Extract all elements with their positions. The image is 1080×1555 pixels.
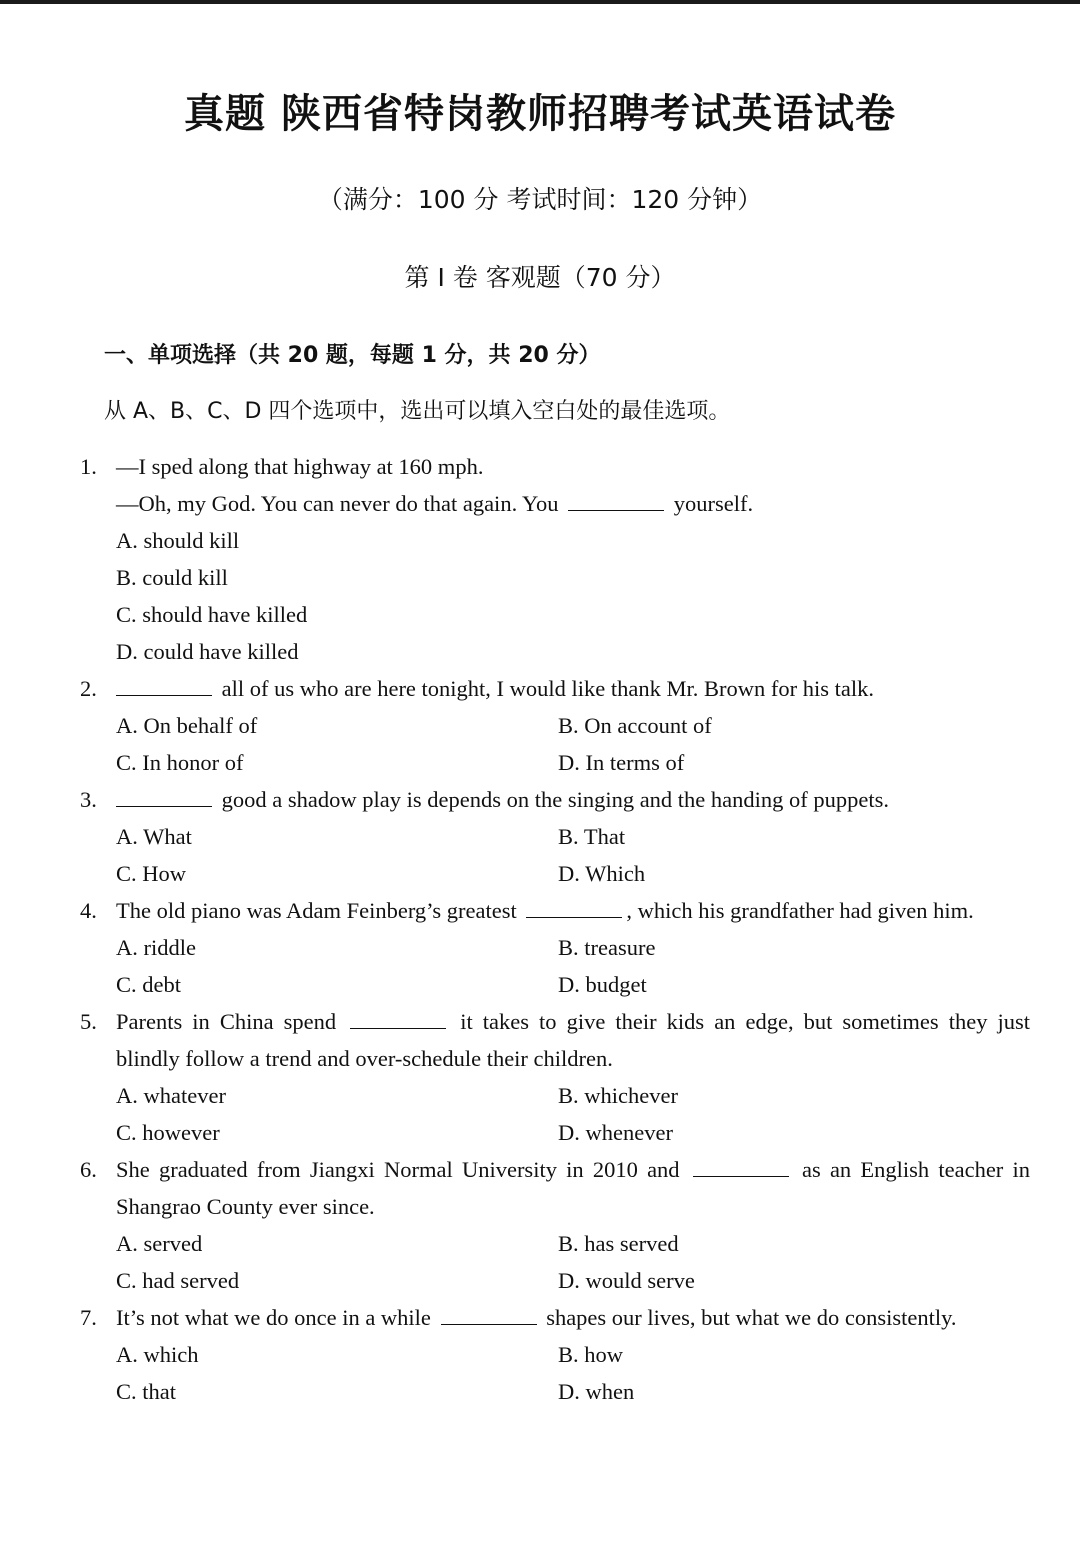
option-d: D. Which xyxy=(558,861,646,886)
question-text: The old piano was Adam Feinberg’s greatest xyxy=(116,898,517,923)
answer-blank xyxy=(116,786,212,807)
question-2 xyxy=(80,670,1030,781)
question-text: good a shadow play is depends on the singing and the handing of puppets. xyxy=(221,787,890,812)
option-d: D. would serve xyxy=(558,1268,695,1293)
option-c: C. however xyxy=(116,1120,220,1145)
question-text: She graduated from Jiangxi Normal University in 2010 and xyxy=(116,1157,680,1182)
exam-title: 真题 陕西省特岗教师招聘考试英语试卷 xyxy=(184,91,896,137)
question-6 xyxy=(80,1151,1030,1299)
answer-blank xyxy=(568,490,664,511)
answer-blank xyxy=(441,1304,537,1325)
question-text: Shangrao County ever since. xyxy=(116,1194,375,1219)
question-number: 6. xyxy=(80,1157,97,1182)
option-d: D. could have killed xyxy=(116,639,299,664)
option-c: C. debt xyxy=(116,972,181,997)
question-text: Parents in China spend xyxy=(116,1009,337,1034)
question-line: —I sped along that highway at 160 mph. xyxy=(116,454,484,479)
question-4 xyxy=(80,892,1030,1003)
question-number: 4. xyxy=(80,898,97,923)
option-b: B. On account of xyxy=(558,713,712,738)
option-b: B. how xyxy=(558,1342,624,1367)
question-text: It’s not what we do once in a while xyxy=(116,1305,431,1330)
option-a: A. On behalf of xyxy=(116,713,258,738)
question-1 xyxy=(80,448,1030,670)
part-heading: 第 Ⅰ 卷 客观题（70 分） xyxy=(404,263,676,292)
option-d: D. In terms of xyxy=(558,750,685,775)
option-c: C. In honor of xyxy=(116,750,244,775)
option-b: B. treasure xyxy=(558,935,656,960)
question-text: yourself. xyxy=(673,491,754,516)
top-border xyxy=(0,0,1080,4)
option-c: C. should have killed xyxy=(116,602,308,627)
answer-blank xyxy=(693,1156,789,1177)
answer-blank xyxy=(350,1008,446,1029)
option-a: A. whatever xyxy=(116,1083,226,1108)
option-d: D. whenever xyxy=(558,1120,673,1145)
question-5 xyxy=(80,1003,1030,1151)
question-number: 5. xyxy=(80,1009,97,1034)
option-d: D. budget xyxy=(558,972,647,997)
question-number: 2. xyxy=(80,676,97,701)
option-c: C. How xyxy=(116,861,187,886)
option-b: B. That xyxy=(558,824,626,849)
option-b: B. has served xyxy=(558,1231,679,1256)
question-number: 7. xyxy=(80,1305,97,1330)
option-c: C. that xyxy=(116,1379,176,1404)
question-list xyxy=(80,448,1030,1410)
question-7 xyxy=(80,1299,1030,1410)
question-text: blindly follow a trend and over-schedule their children. xyxy=(116,1046,613,1071)
option-a: A. should kill xyxy=(116,528,240,553)
question-3 xyxy=(80,781,1030,892)
option-d: D. when xyxy=(558,1379,635,1404)
question-text: —Oh, my God. You can never do that again. You xyxy=(116,491,559,516)
section-instruction: 从 A、B、C、D 四个选项中，选出可以填入空白处的最佳选项。 xyxy=(104,399,731,424)
option-a: A. served xyxy=(116,1231,203,1256)
option-a: A. riddle xyxy=(116,935,196,960)
option-a: A. What xyxy=(116,824,192,849)
question-text: it takes to give their kids an edge, but sometimes they just xyxy=(460,1009,1030,1034)
question-number: 1. xyxy=(80,454,97,479)
answer-blank xyxy=(116,675,212,696)
answer-blank xyxy=(526,897,622,918)
option-c: C. had served xyxy=(116,1268,240,1293)
question-number: 3. xyxy=(80,787,97,812)
option-a: A. which xyxy=(116,1342,199,1367)
question-text: all of us who are here tonight, I would like thank Mr. Brown for his talk. xyxy=(221,676,875,701)
question-text: shapes our lives, but what we do consistently. xyxy=(546,1305,957,1330)
section-heading: 一、单项选择（共 20 题，每题 1 分，共 20 分） xyxy=(104,343,601,368)
option-b: B. whichever xyxy=(558,1083,678,1108)
exam-subtitle: （满分：100 分 考试时间：120 分钟） xyxy=(317,185,763,214)
question-text: as an English teacher in xyxy=(802,1157,1031,1182)
question-text: , which his grandfather had given him. xyxy=(626,898,974,923)
option-b: B. could kill xyxy=(116,565,228,590)
